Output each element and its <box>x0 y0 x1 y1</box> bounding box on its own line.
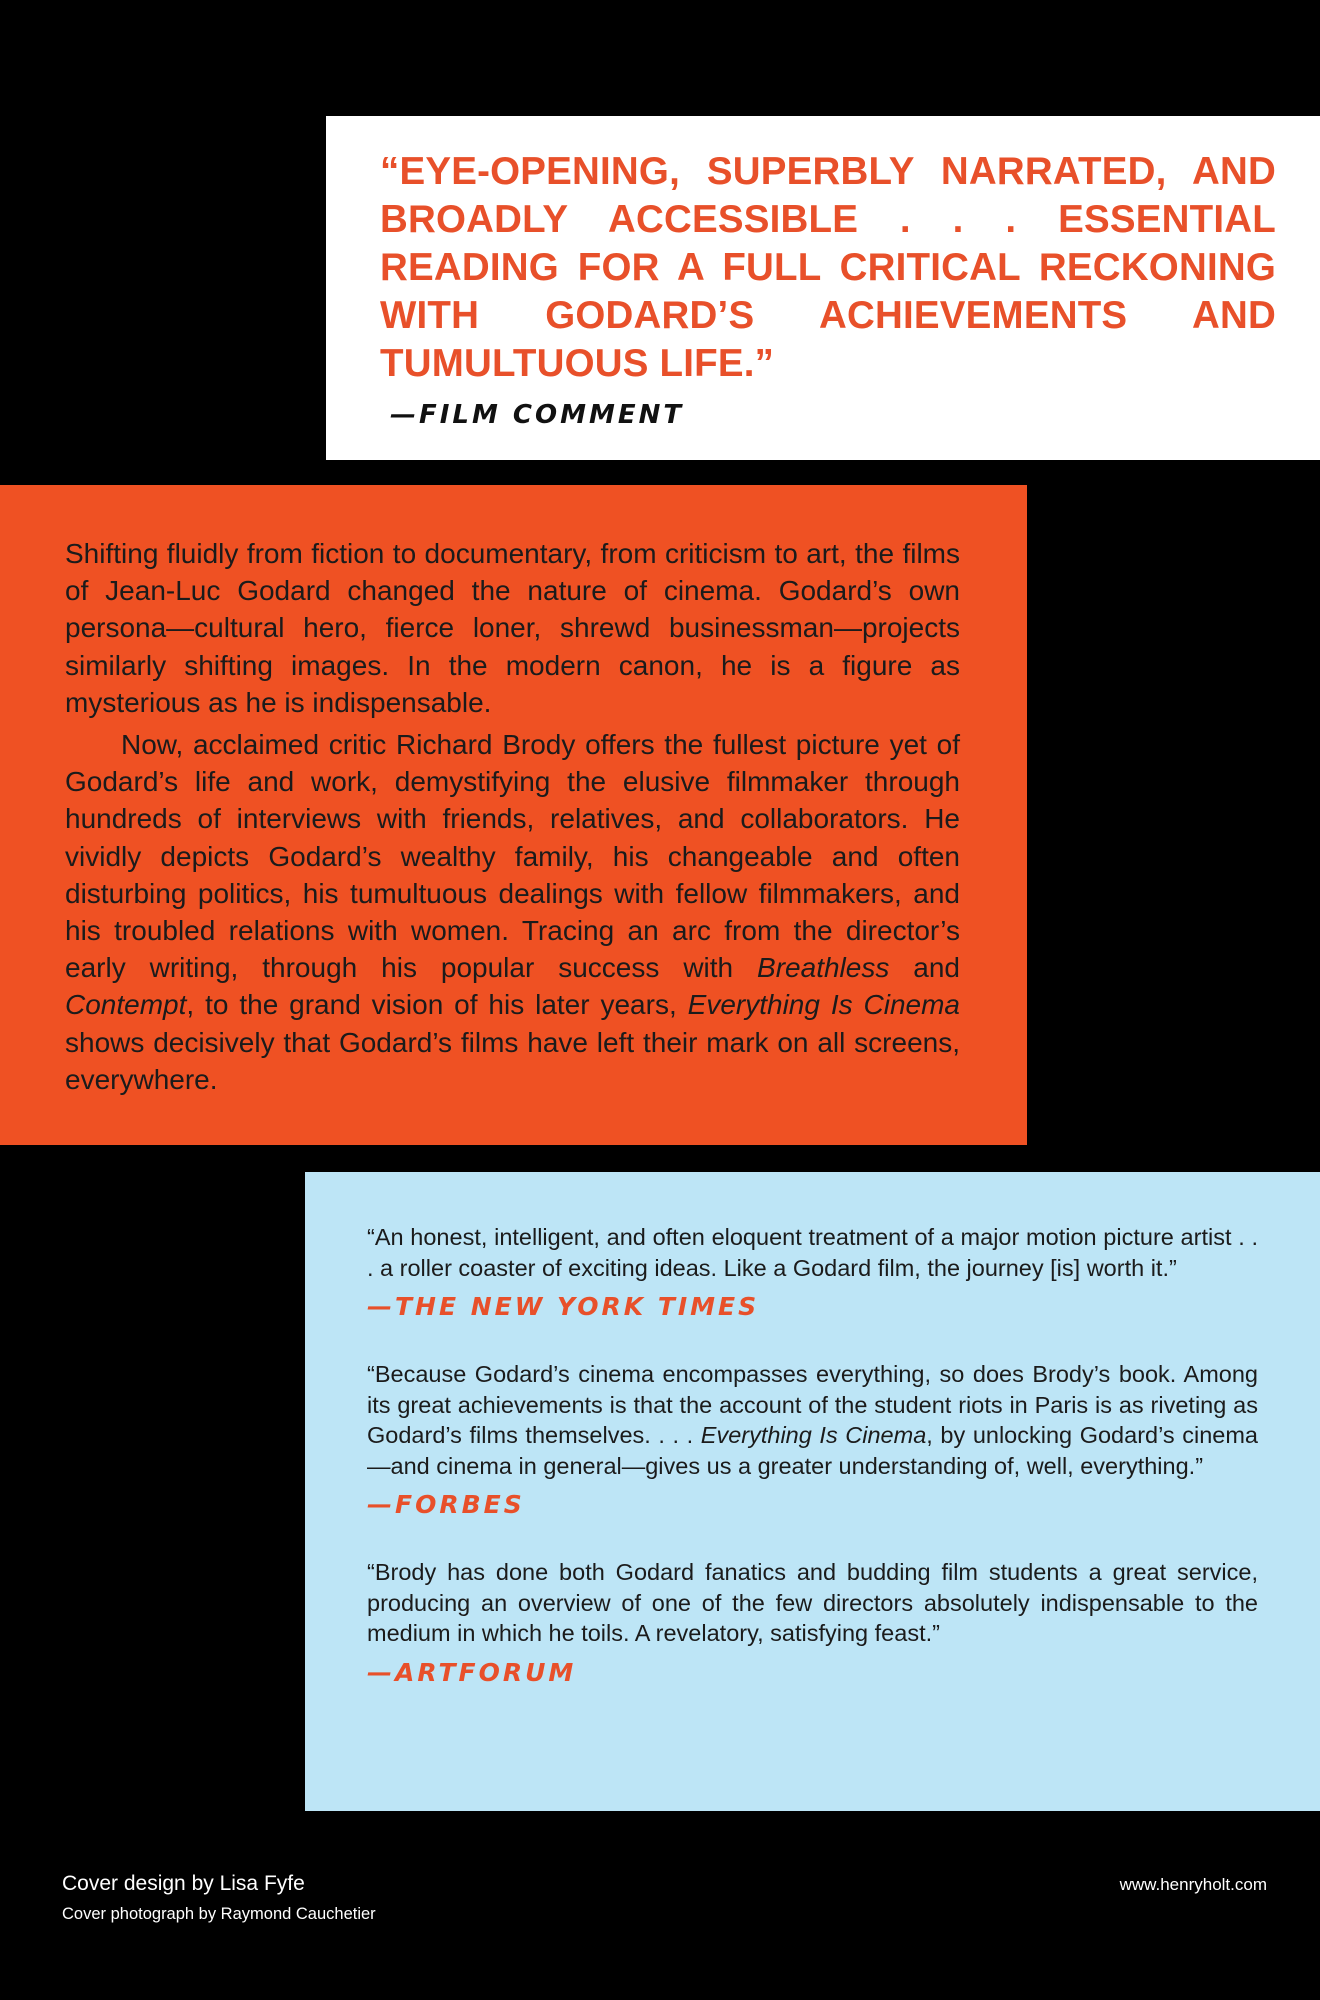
synopsis-text: , to the grand vision of his later years, <box>186 989 688 1021</box>
review-quotes-box <box>305 1172 1320 1811</box>
review-source: —ARTFORUM <box>367 1657 577 1687</box>
review-source: —THE NEW YORK TIMES <box>367 1292 760 1321</box>
book-title: Everything Is Cinema <box>700 1422 927 1448</box>
featured-quote-box <box>326 116 1320 460</box>
synopsis-text: shows decisively that Godard’s films have left their mark on all screens, everywhere. <box>65 1026 960 1095</box>
cover-credits <box>62 1872 376 1924</box>
publisher-website: www.henryholt.com <box>1119 1875 1267 1894</box>
featured-quote-text: “EYE-OPENING, SUPERBLY NARRATED, AND BROADLY ACCESSIBLE . . . ESSENTIAL READING FOR A FULL CRITICAL RECKONING WITH GODARD’S ACHIEVEMENTS AND TUMULTUOUS LIFE.” <box>380 150 1276 385</box>
review-quote <box>367 1557 1258 1687</box>
review-text: “An honest, intelligent, and often eloquent treatment of a major motion picture artist . . . a roller coaster of exciting ideas. Like a Godard film, the journey [is] worth it.” <box>367 1224 1258 1281</box>
cover-design-credit: Cover design by Lisa Fyfe <box>62 1872 305 1895</box>
book-synopsis <box>0 485 1027 1145</box>
film-title-breathless: Breathless <box>757 952 890 984</box>
review-text-part: , by unlocking Godard’s cinema—and cinema in general—gives us a greater understanding of, well, everything.” <box>367 1422 1258 1479</box>
synopsis-text: and <box>889 952 960 984</box>
synopsis-text: Now, acclaimed critic Richard Brody offers the fullest picture yet of Godard’s life and work, demystifying the elusive filmmaker through hundreds of interviews with friends, relatives, and collaborators. He vividly depicts Godard’s wealthy family, his changeable and often disturbing politics, his tumultuous dealings with fellow filmmakers, and his troubled relations with women. Tracing an arc from the director’s early writing, through his popular success with <box>65 729 960 984</box>
film-title-contempt: Contempt <box>65 989 187 1021</box>
cover-photo-credit: Cover photograph by Raymond Cauchetier <box>62 1905 376 1923</box>
synopsis-paragraph <box>65 726 960 1098</box>
review-source: —FORBES <box>367 1490 525 1519</box>
review-quote <box>367 1222 1258 1321</box>
book-title: Everything Is Cinema <box>687 989 960 1021</box>
synopsis-paragraph: Shifting fluidly from fiction to documentary, from criticism to art, the films of Jean-Luc Godard changed the nature of cinema. Godard’s own persona—cultural hero, fierce loner, shrewd businessman—projects similarly shifting images. In the modern canon, he is a figure as mysterious as he is indispensable. <box>65 538 960 718</box>
review-text-part: “Because Godard’s cinema encompasses everything, so does Brody’s book. Among its great achievements is that the account of the student riots in Paris is as riveting as Godard’s films themselves. . . . <box>367 1361 1258 1448</box>
featured-quote-source: —FILM COMMENT <box>390 400 685 430</box>
review-text: “Brody has done both Godard fanatics and budding film students a great service, producing an overview of one of the few directors absolutely indispensable to the medium in which he toils. A revelatory, satisfying feast.” <box>367 1559 1258 1646</box>
review-text <box>367 1359 1258 1481</box>
review-quote <box>367 1359 1258 1519</box>
